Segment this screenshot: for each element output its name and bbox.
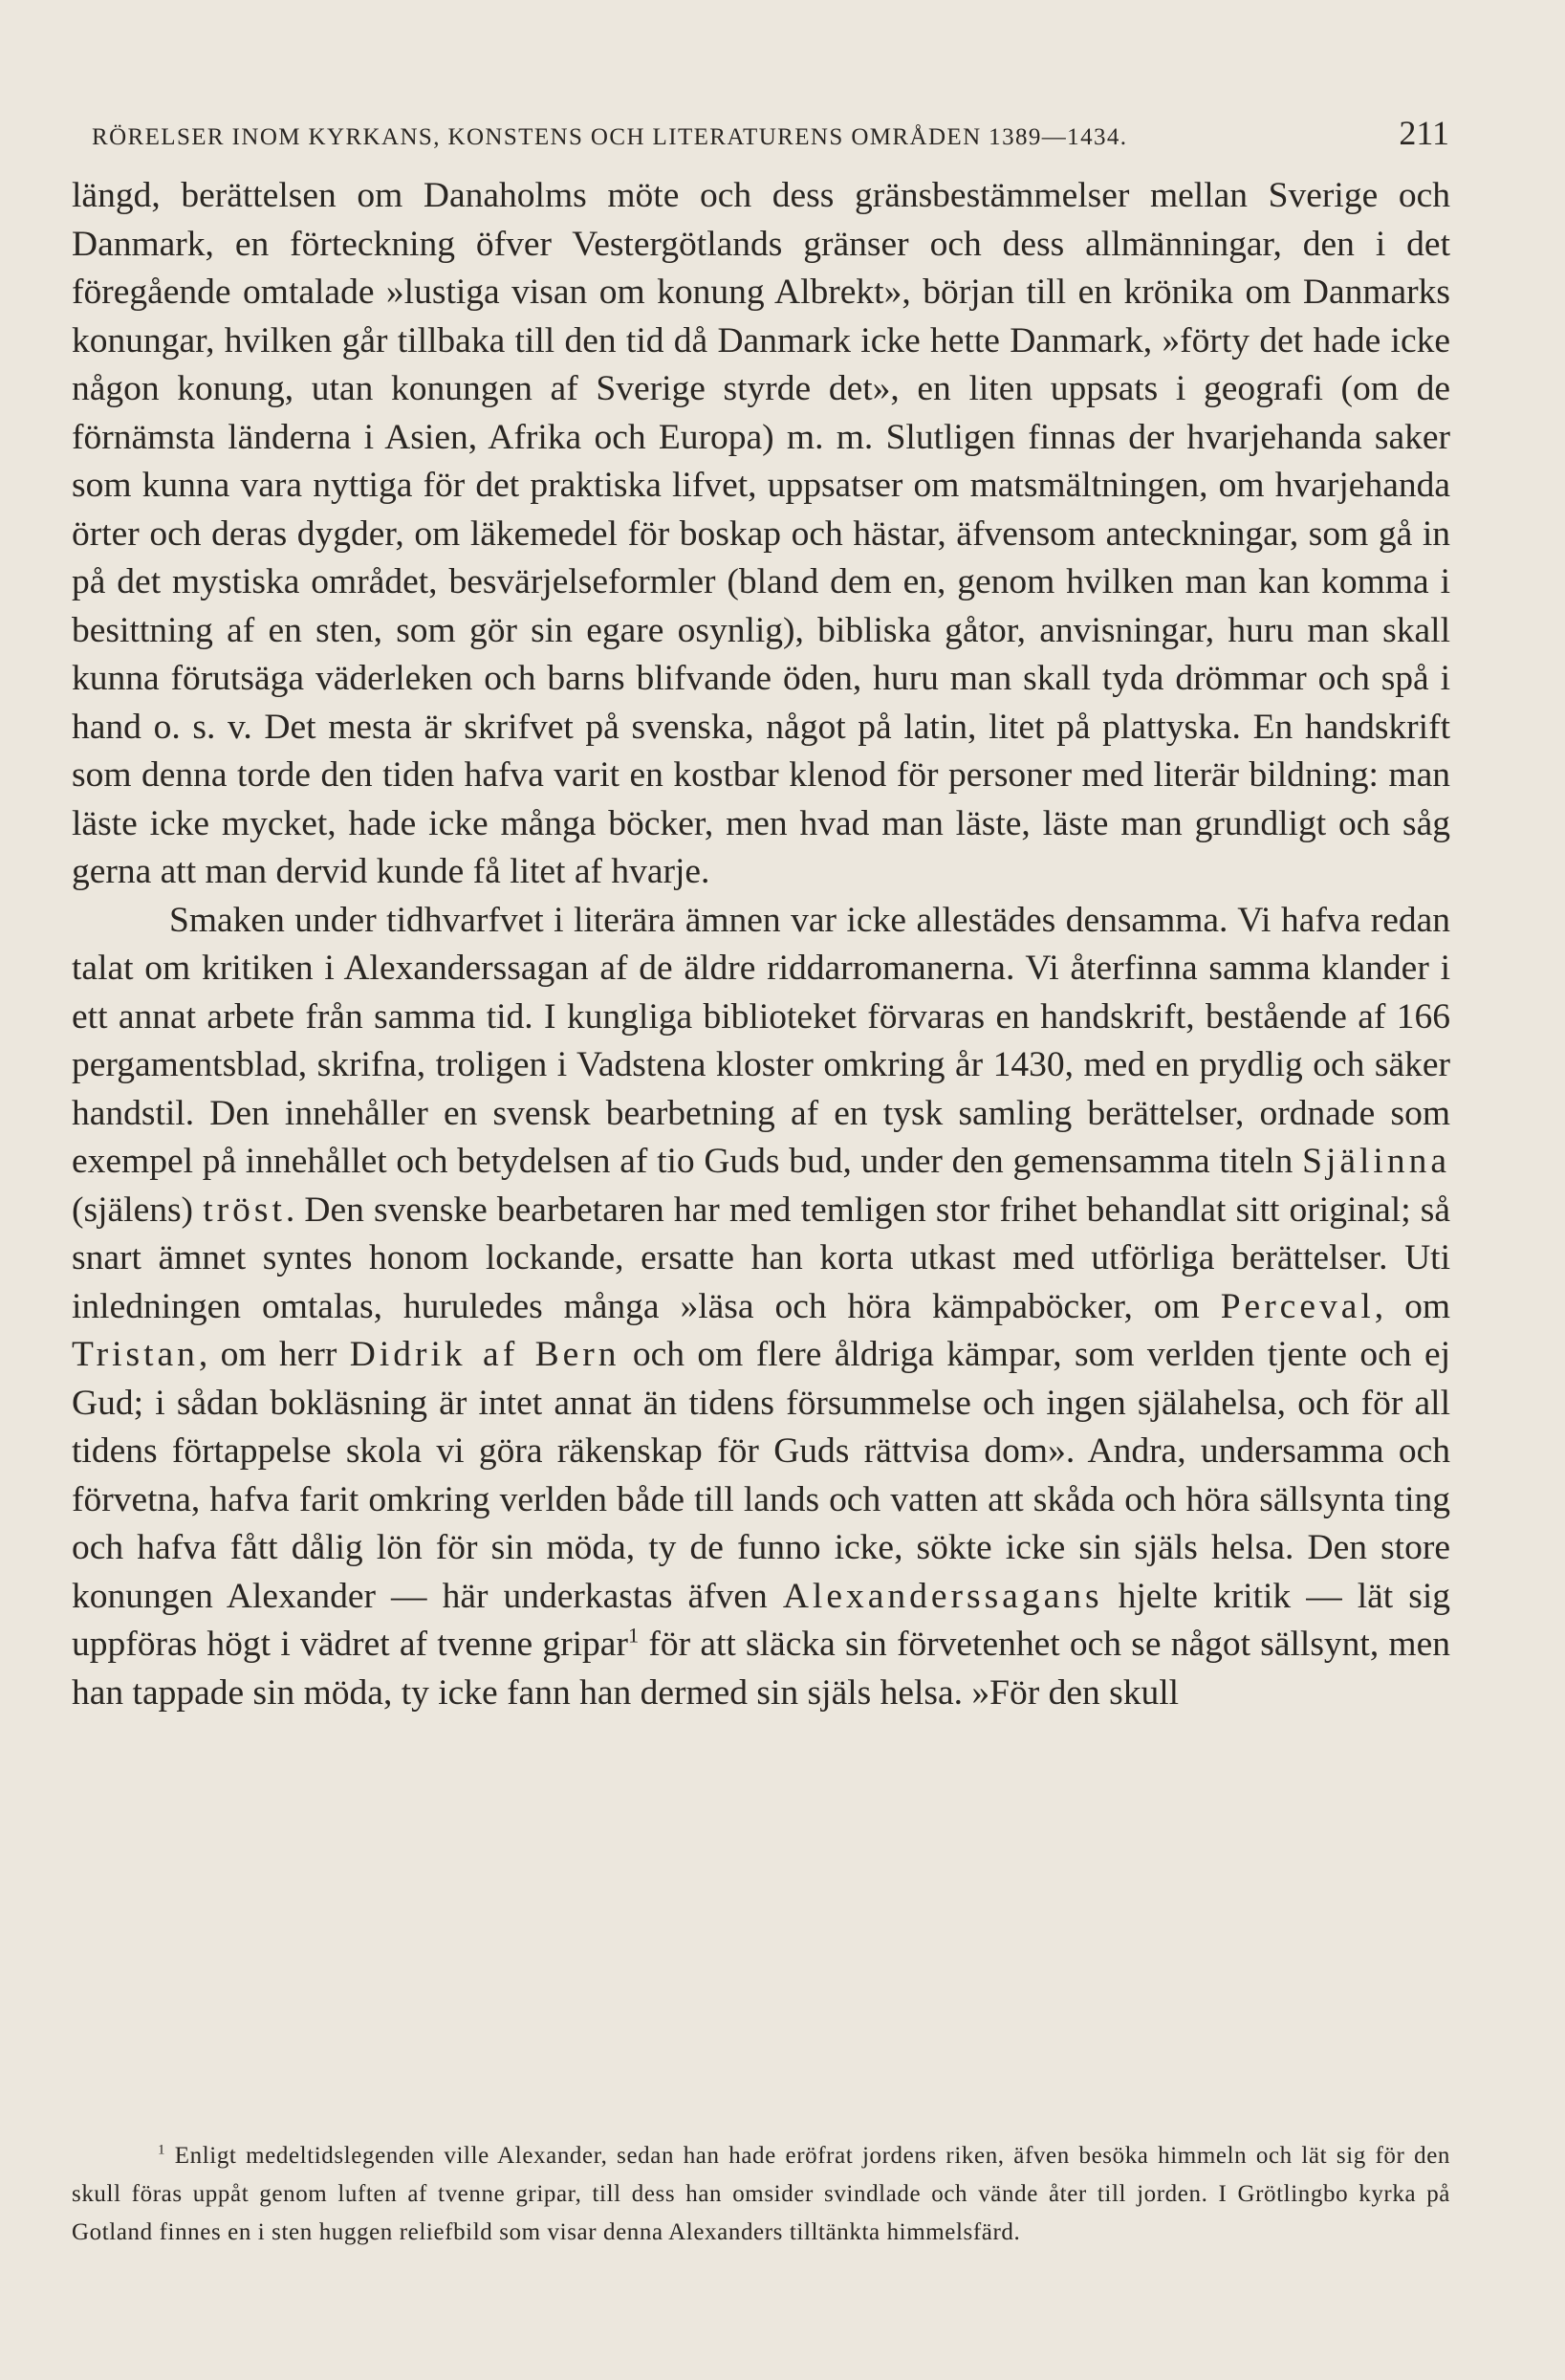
- paragraph-2-text-h: för att släcka sin förvetenhet och se något sällsynt, men han tappade sin möda, ty icke fann han dermed sin själs helsa. »För den skull: [72, 1625, 1450, 1713]
- paragraph-1: längd, berättelsen om Danaholms möte och dess gränsbestämmelser mellan Sverige och Danmark, en förteckning öfver Vestergötlands gränser och dess allmänningar, den i det föregående omtalade »lustiga visan om konung Albrekt», början till en krönika om Danmarks konungar, hvilken går tillbaka till den tid då Danmark icke hette Danmark, »förty det hade icke någon konung, utan konungen af Sverige styrde det», en liten uppsats i geografi (om de förnämsta länderna i Asien, Afrika och Europa) m. m. Slutligen finnas der hvarjehanda saker som kunna vara nyttiga för det praktiska lifvet, uppsatser om matsmältningen, om hvarjehanda örter och deras dygder, om läkemedel för boskap och hästar, äfvensom anteckningar, som gå in på det mystiska området, besvärjelseformler (bland dem en, genom hvilken man kan komma i besittning af en sten, som gör sin egare osynlig), bibliska gåtor, anvisningar, huru man skall kunna förutsäga väderleken och barns blifvande öden, huru man skall tyda drömmar och spå i hand o. s. v. Det mesta är skrifvet på svenska, något på latin, litet på plattyska. En handskrift som denna torde den tiden hafva varit en kostbar klenod för personer med literär bildning: man läste icke mycket, hade icke många böcker, men hvad man läste, läste man grundligt och såg gerna att man dervid kunde få litet af hvarje.: [72, 176, 1450, 891]
- title-sjalinna: Själinna: [1302, 1142, 1450, 1181]
- paragraph-2-text-g: hjelte kritik — lät sig uppföras högt i vädret af tvenne gripar: [72, 1576, 1450, 1664]
- name-didrik: Didrik af Bern: [349, 1335, 620, 1374]
- running-head: RÖRELSER INOM KYRKANS, KONSTENS OCH LITERATURENS OMRÅDEN 1389—1434.: [92, 124, 1128, 150]
- paragraph-2-text-e: , om herr: [198, 1335, 350, 1374]
- footnote-text: Enligt medeltidslegenden ville Alexander, sedan han hade eröfrat jordens riken, äfven besöka himmeln och lät sig för den skull föras uppåt genom luften af tvenne gripar, till dess han omsider svindlade och vände åter till jorden. I Grötlingbo kyrka på Gotland finnes en i sten huggen reliefbild som visar denna Alexanders tilltänkta himmelsfärd.: [72, 2143, 1450, 2245]
- footnote-marker: 1: [158, 2142, 166, 2158]
- page-header: [92, 113, 1449, 151]
- title-trost: tröst: [203, 1190, 286, 1230]
- paragraph-2-text-c: . Den svenske bearbetaren har med temligen stor frihet behandlat sitt original; så snart ämnet syntes honom lockande, ersatte han korta utkast med utförliga berättelser. Uti inledningen omtalas, huruledes många »läsa och höra kämpaböcker, om: [72, 1190, 1450, 1326]
- paragraph-2-text-d: , om: [1374, 1286, 1450, 1326]
- paragraph-2-text-b: (själens): [72, 1190, 204, 1230]
- paragraph-2: [72, 897, 1450, 1718]
- footnote-1: [72, 2137, 1450, 2252]
- main-text: [72, 172, 1450, 1717]
- paragraph-2-text-a: Smaken under tidhvarfvet i literära ämnen var icke allestädes densamma. Vi hafva redan talat om kritiken i Alexanderssagan af de äldre riddarromanerna. Vi återfinna samma klander i ett annat arbete från samma tid. I kungliga biblioteket förvaras en handskrift, bestående af 166 pergamentsblad, skrifna, troligen i Vadstena kloster omkring år 1430, med en prydlig och säker handstil. Den innehåller en svensk bearbetning af en tysk samling berättelser, ordnade som exempel på innehållet och betydelsen af tio Guds bud, under den gemensamma titeln: [72, 900, 1450, 1181]
- page-number: 211: [1399, 114, 1449, 152]
- name-perceval: Perceval: [1220, 1286, 1375, 1326]
- name-alexanderssagans: Alexanderssagans: [782, 1576, 1103, 1616]
- name-tristan: Tristan: [72, 1335, 199, 1374]
- footnotes: [72, 2137, 1450, 2252]
- footnote-reference: 1: [627, 1623, 640, 1648]
- paragraph-2-text-f: och om flere åldriga kämpar, som verlden tjente och ej Gud; i sådan bokläsning är intet annat än tidens försummelse och ingen själahelsa, och för all tidens förtappelse skola vi göra räkenskap för Guds rättvisa dom». Andra, undersamma och förvetna, hafva farit omkring verlden både till lands och vatten att skåda och höra sällsynta ting och hafva fått dålig lön för sin möda, ty de funno icke, sökte icke sin själs helsa. Den store konungen Alexander — här underkastas äfven: [72, 1335, 1451, 1616]
